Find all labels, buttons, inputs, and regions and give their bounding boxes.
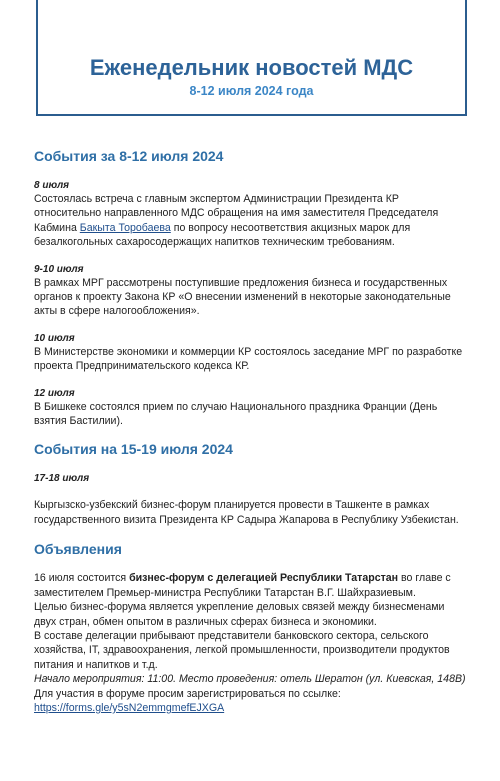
announcement-venue: Начало мероприятия: 11:00. Место проведения: отель Шератон (ул. Киевская, 148В) xyxy=(34,673,466,686)
section-heading-announcements: Объявления xyxy=(34,541,122,558)
announcement-goal: Целью бизнес-форума является укрепление деловых связей между бизнесменами двух стран, обмен опытом в различных сферах бизнеса и экономики. xyxy=(34,601,445,628)
event-text: Состоялась встреча с главным экспертом Администрации Президента КР относительно направленного МДС обращения на имя заместителя Председателя Кабмина Бакыта Торобаева по вопросу несоответствия акцизных марок для безалкогольных сахаросодержащих напитков техническим требованиям. xyxy=(34,193,439,249)
registration-link[interactable]: https://forms.gle/y5sN2emmgmefEJXGA xyxy=(34,701,225,714)
person-link[interactable]: Бакыта Торобаева xyxy=(79,221,171,234)
event-text: В Бишкеке состоялся прием по случаю Национального праздника Франции (День взятия Бастилии). xyxy=(34,400,438,428)
header-frame-right-border xyxy=(465,0,467,116)
event-text: Кыргызско-узбекский бизнес-форум планируется провести в Ташкенте в рамках государственного визита Президента КР Садыра Жапарова в Республику Узбекистан. xyxy=(34,499,459,526)
event-date: 12 июля xyxy=(34,387,75,399)
newsletter-dates: 8-12 июля 2024 года xyxy=(189,84,314,98)
newsletter-content xyxy=(34,147,466,715)
event-date: 8 июля xyxy=(34,180,70,191)
event-date: 10 июля xyxy=(34,332,75,344)
event-block xyxy=(34,263,466,319)
header-frame-bottom-border xyxy=(36,114,467,116)
event-date: 17-18 июля xyxy=(34,473,90,485)
event-block xyxy=(34,472,466,527)
newsletter-title: Еженедельник новостей МДС xyxy=(89,55,414,80)
event-block xyxy=(34,332,466,374)
announcement-block xyxy=(34,571,466,715)
event-text: В Министерстве экономики и коммерции КР состоялось заседание МРГ по разработке проекта Предпринимательского кодекса КР. xyxy=(34,345,463,373)
event-block xyxy=(34,179,466,250)
section-heading-events-past: События за 8-12 июля 2024 xyxy=(34,148,224,164)
event-text: В рамках МРГ рассмотрены поступившие предложения бизнеса и государственных органов к проекту Закона КР «О внесении изменений в некоторые законодательные акты в сфере налогообложения». xyxy=(34,276,451,318)
event-date: 9-10 июля xyxy=(34,263,84,275)
event-block xyxy=(34,387,466,429)
announcement-registration: Для участия в форуме просим зарегистрироваться по ссылке: https://forms.gle/y5sN2emmgmefEJXGA xyxy=(34,687,341,714)
announcement-delegation: В составе делегации прибывают представители банковского сектора, сельского хозяйства, IT, здравоохранения, легкой промышленности, производители продуктов питания и напитков и т.д. xyxy=(34,629,450,671)
section-heading-events-upcoming: События на 15-19 июля 2024 xyxy=(34,441,233,458)
announcement-intro: 16 июля состоится бизнес-форум с делегацией Республики Татарстан во главе с заместителем Премьер-министра Республики Татарстан В.Г. Шайхразиевым. xyxy=(34,572,451,599)
